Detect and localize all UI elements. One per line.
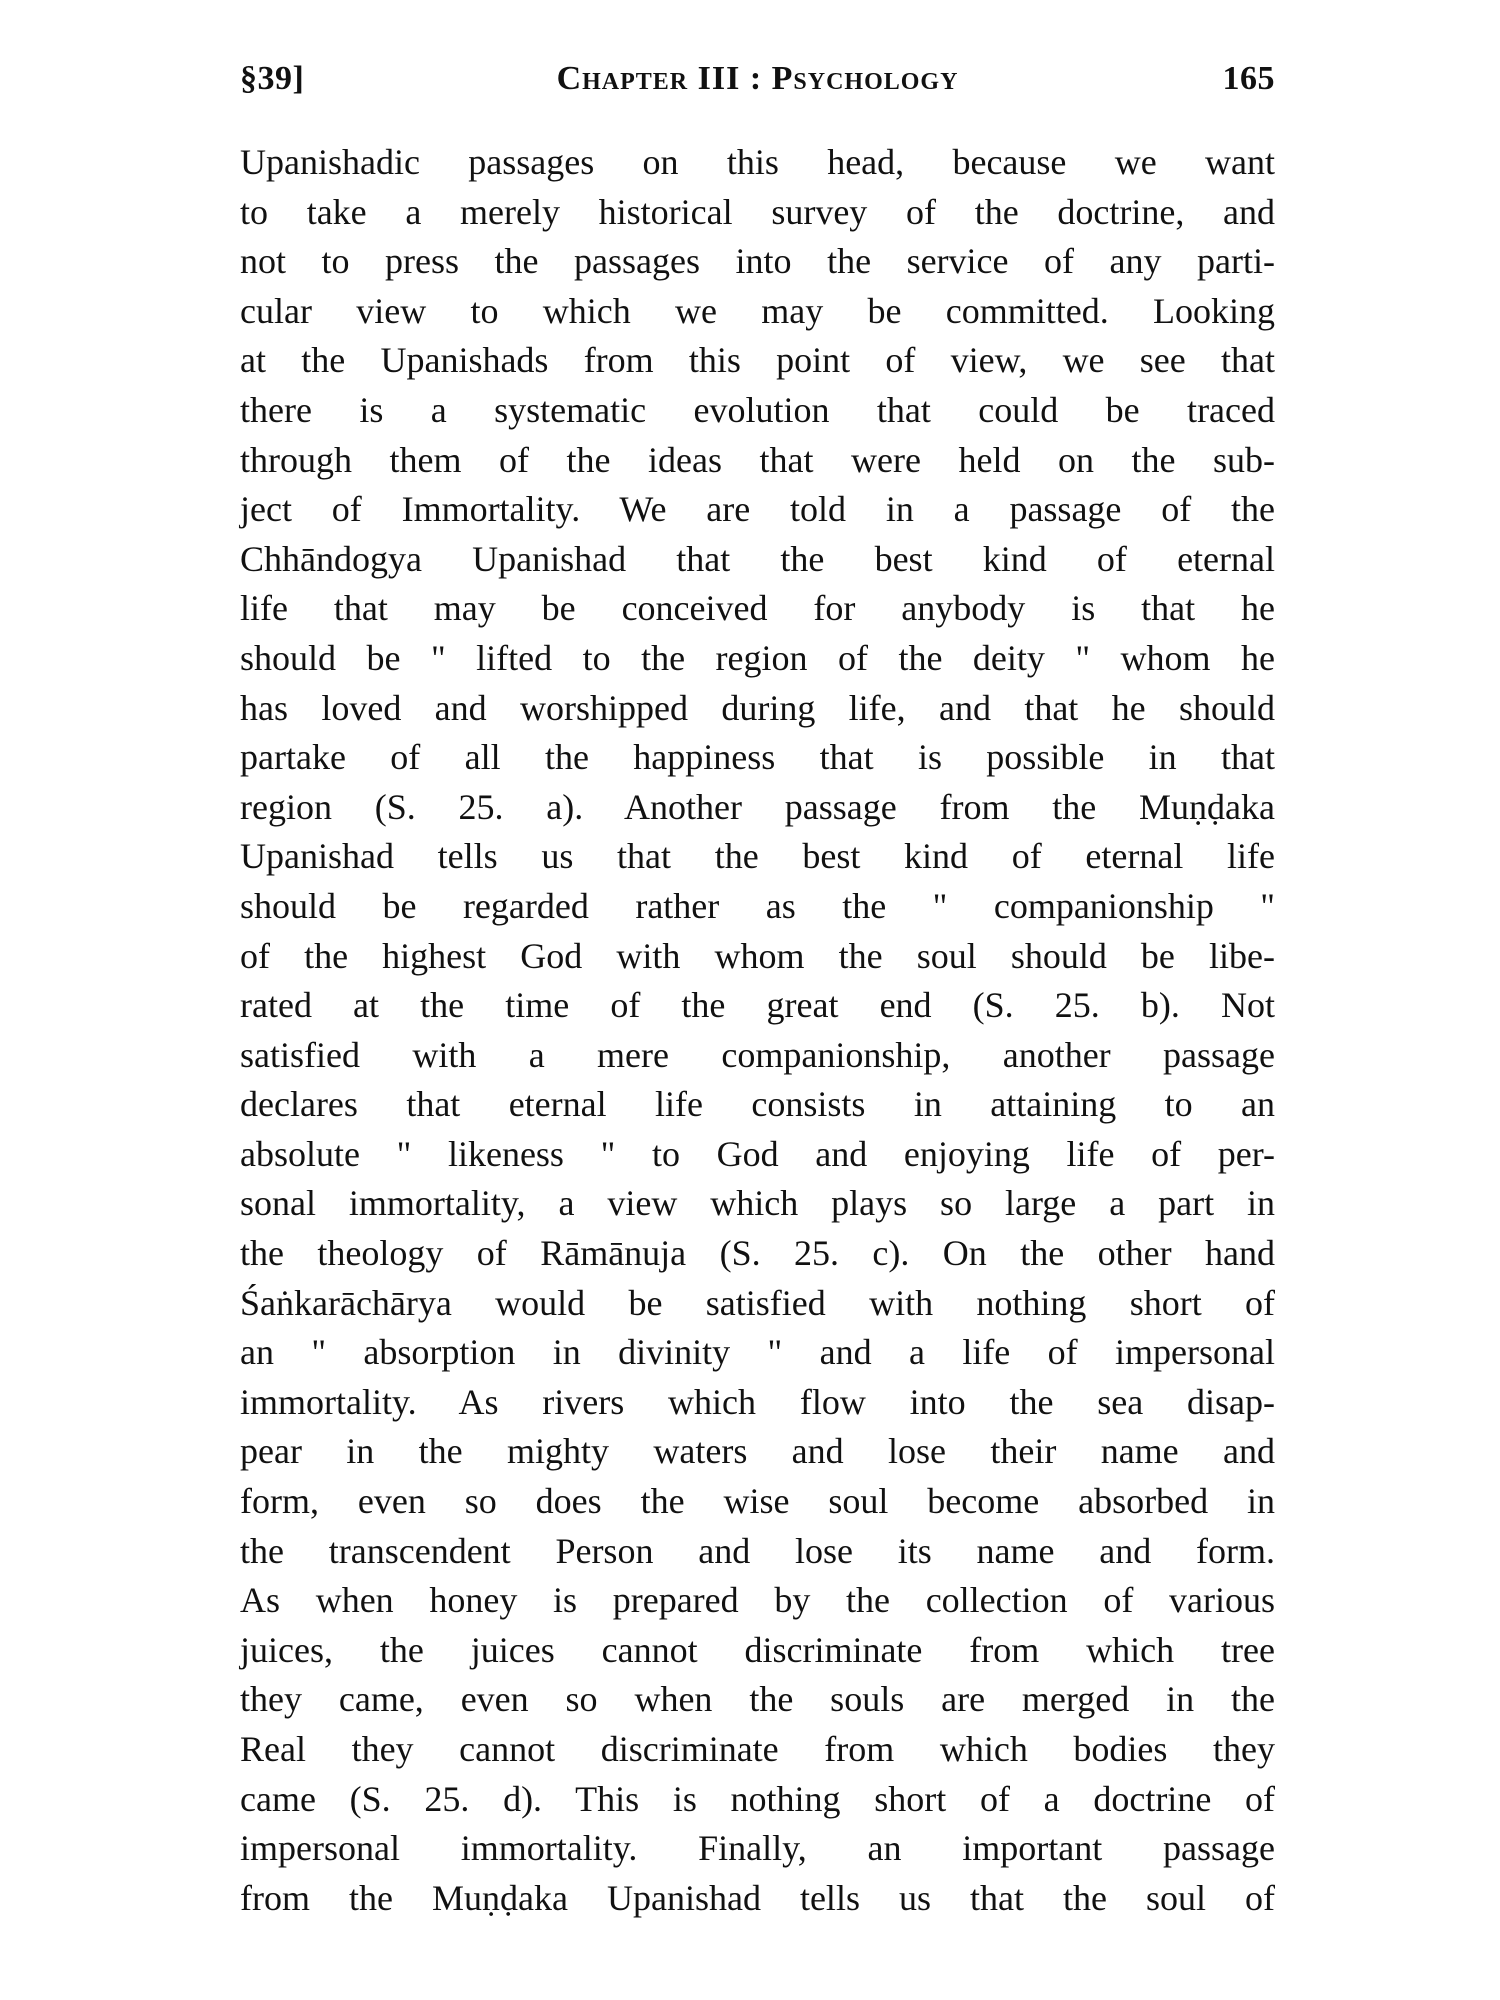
text-line: should be regarded rather as the " companionship "	[240, 885, 1275, 926]
text-line: there is a systematic evolution that could be traced	[240, 389, 1275, 430]
page-number: 165	[1222, 60, 1275, 97]
text-line: form, even so does the wise soul become absorbed in	[240, 1481, 1275, 1522]
text-line: of the highest God with whom the soul should be libe-	[240, 935, 1275, 976]
text-line: As when honey is prepared by the collection of various	[240, 1580, 1275, 1621]
chapter-title: Chapter III : Psychology	[556, 60, 959, 97]
text-line: cular view to which we may be committed. Looking	[240, 290, 1275, 331]
text-line: the transcendent Person and lose its name and form.	[240, 1530, 1275, 1571]
text-line: an " absorption in divinity " and a life of impersonal	[240, 1332, 1275, 1373]
text-line: sonal immortality, a view which plays so large a part in	[240, 1183, 1275, 1224]
text-line: region (S. 25. a). Another passage from the Muṇḍaka	[240, 786, 1275, 827]
text-line: satisfied with a mere companionship, another passage	[240, 1034, 1275, 1075]
text-line: partake of all the happiness that is possible in that	[240, 737, 1275, 778]
text-line: not to press the passages into the service of any parti-	[240, 241, 1275, 282]
text-line: Chhāndogya Upanishad that the best kind of eternal	[240, 538, 1275, 579]
text-line: Real they cannot discriminate from which bodies they	[240, 1729, 1275, 1769]
text-line: absolute " likeness " to God and enjoying life of per-	[240, 1133, 1275, 1174]
text-line: through them of the ideas that were held on the sub-	[240, 439, 1275, 480]
text-line: came (S. 25. d). This is nothing short of a doctrine of	[240, 1778, 1275, 1819]
text-line: they came, even so when the souls are merged in the	[240, 1679, 1275, 1720]
text-line: ject of Immortality. We are told in a passage of the	[240, 489, 1275, 530]
text-line: immortality. As rivers which flow into the sea disap-	[240, 1381, 1275, 1422]
text-line: rated at the time of the great end (S. 25. b). Not	[240, 985, 1275, 1026]
text-line: Śaṅkarāchārya would be satisfied with nothing short of	[240, 1282, 1275, 1323]
section-number: §39]	[240, 60, 305, 97]
text-line: declares that eternal life consists in attaining to an	[240, 1084, 1275, 1125]
text-line: impersonal immortality. Finally, an important passage	[240, 1828, 1275, 1869]
text-line: the theology of Rāmānuja (S. 25. c). On the other hand	[240, 1233, 1275, 1274]
text-line: Upanishadic passages on this head, because we want	[240, 142, 1275, 182]
text-line: to take a merely historical survey of the doctrine, and	[240, 191, 1275, 232]
text-line: pear in the mighty waters and lose their name and	[240, 1431, 1275, 1472]
body-text	[240, 138, 1275, 1923]
text-line: juices, the juices cannot discriminate from which tree	[240, 1629, 1275, 1670]
text-line: Upanishad tells us that the best kind of eternal life	[240, 836, 1275, 877]
text-line: should be " lifted to the region of the deity " whom he	[240, 637, 1275, 678]
text-line: has loved and worshipped during life, and that he should	[240, 687, 1275, 728]
text-line: from the Muṇḍaka Upanishad tells us that the soul of	[240, 1877, 1275, 1918]
text-line: at the Upanishads from this point of view, we see that	[240, 340, 1275, 381]
book-page	[240, 50, 1275, 1923]
text-line: life that may be conceived for anybody is that he	[240, 588, 1275, 629]
running-head	[240, 50, 1275, 110]
